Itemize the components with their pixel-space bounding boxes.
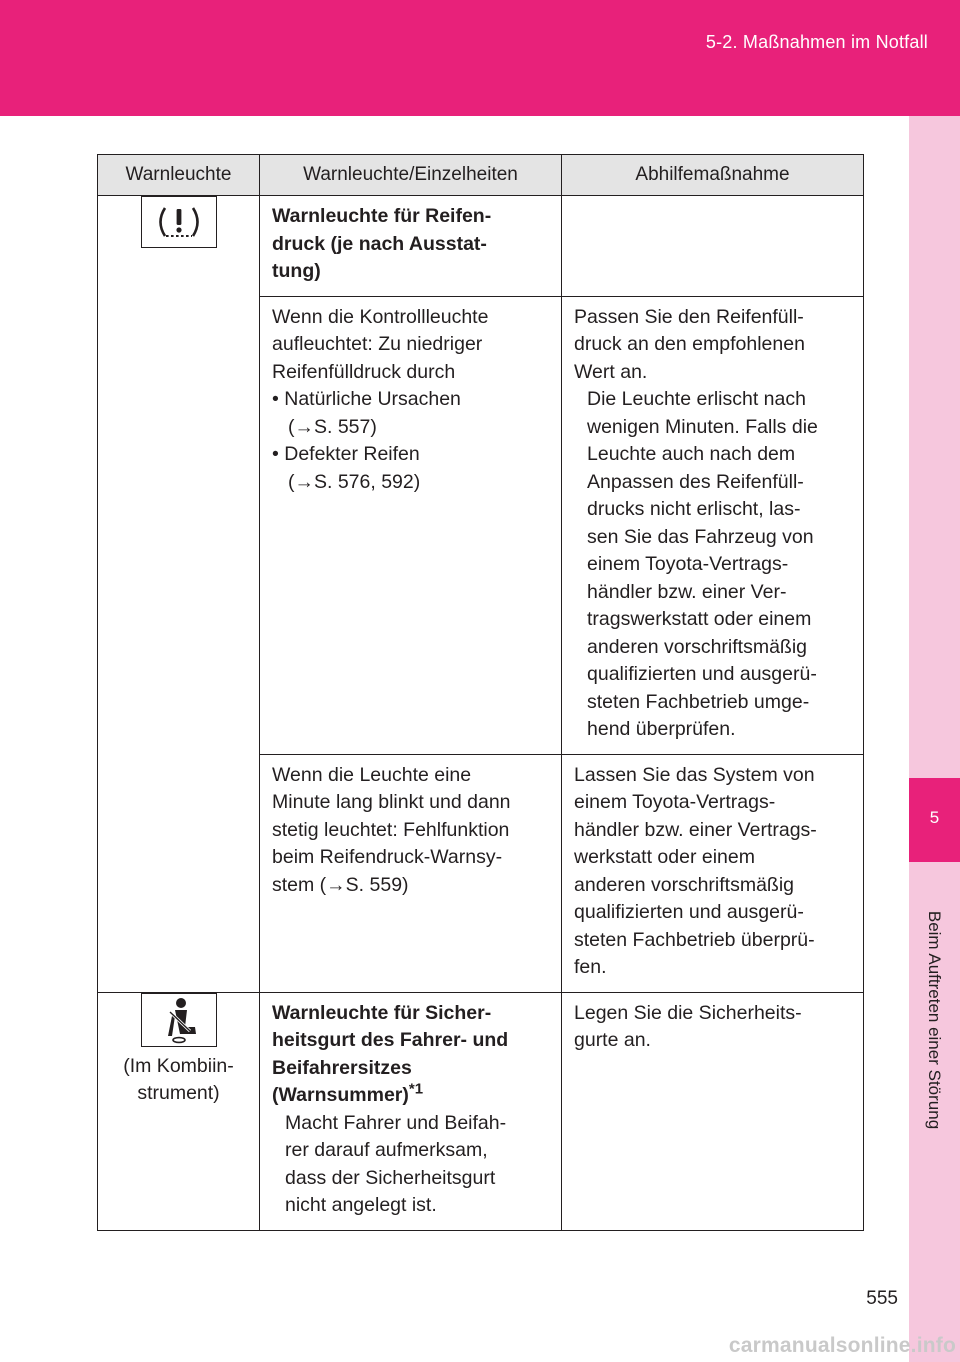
watermark-link[interactable]: carmanualsonline.info <box>728 1334 956 1357</box>
tire-pressure-malfunction-action: Lassen Sie das System von einem Toyota-Vertrags- händler bzw. einer Vertrags- werkstatt oder einem anderen vorschriftsmäßig qualifizierten und ausgerü- steten Fachbetrieb überprü- fen. <box>562 754 864 992</box>
seatbelt-icon-caption: (Im Kombiin- strument) <box>123 1054 234 1104</box>
action-main: Passen Sie den Reifenfüll- druck an den empfohlenen Wert an. <box>574 305 805 383</box>
tire-pressure-title: Warnleuchte für Reifen- druck (je nach Ausstat- tung) <box>260 196 562 297</box>
seatbelt-icon-cell <box>98 992 260 1230</box>
detail-intro: Wenn die Kontrollleuchte aufleuchtet: Zu niedriger Reifenfülldruck durch <box>272 305 489 383</box>
seatbelt-detail-text: Macht Fahrer und Beifah- rer darauf aufmerksam, dass der Sicherheitsgurt nicht angelegt ist. <box>285 1111 507 1216</box>
tire-pressure-low-detail <box>260 296 562 754</box>
tire-pressure-warning-icon <box>141 196 217 248</box>
chapter-number: 5 <box>929 808 940 827</box>
chapter-label: Beim Auftreten einer Störung <box>925 910 944 1130</box>
bullet-natural-causes-ref: (→S. 557) <box>288 415 377 438</box>
seatbelt-title <box>272 1000 551 1110</box>
page-number: 555 <box>866 1288 898 1309</box>
warning-light-table <box>97 154 864 1231</box>
bullet-defective-tire-ref: (→S. 576, 592) <box>288 470 421 493</box>
section-title: 5-2. Maßnahmen im Notfall <box>705 32 928 52</box>
column-header: Warnleuchte/Einzelheiten <box>260 155 562 196</box>
tire-pressure-malfunction-detail: Wenn die Leuchte eine Minute lang blinkt und dann stetig leuchtet: Fehlfunktion beim Reifendruck-Warnsy- stem (→S. 559) <box>260 754 562 992</box>
column-header: Warnleuchte <box>98 155 260 196</box>
bullet-defective-tire: • Defekter Reifen <box>272 443 420 465</box>
tire-pressure-icon-cell <box>98 196 260 993</box>
header-band <box>0 0 960 116</box>
table-header-row <box>98 155 864 196</box>
bullet-natural-causes: • Natürliche Ursachen <box>272 388 461 410</box>
action-note: Die Leuchte erlischt nach wenigen Minuten. Falls die Leuchte auch nach dem Anpassen des Reifenfüll- drucks nicht erlischt, las- sen Sie das Fahrzeug von einem Toyota-Vertrags- händler bzw. einer Ver- tragswerkstatt oder einem anderen vorschriftsmäßig qualifizierten und ausgerü- steten Fachbetrieb umge- hend überprüfen. <box>587 388 818 740</box>
seatbelt-action: Legen Sie die Sicherheits- gurte an. <box>562 992 864 1230</box>
side-tab <box>909 116 960 1362</box>
footnote-mark: *1 <box>408 1080 424 1098</box>
empty-cell <box>562 196 864 297</box>
tire-pressure-low-action <box>562 296 864 754</box>
column-header: Abhilfemaßnahme <box>562 155 864 196</box>
table-row <box>98 196 864 297</box>
seatbelt-detail <box>260 992 562 1230</box>
table-row <box>98 992 864 1230</box>
seatbelt-reminder-icon <box>141 993 217 1047</box>
seatbelt-title-text: Warnleuchte für Sicher- heitsgurt des Fahrer- und Beifahrersitzes (Warnsummer) <box>272 1001 509 1106</box>
